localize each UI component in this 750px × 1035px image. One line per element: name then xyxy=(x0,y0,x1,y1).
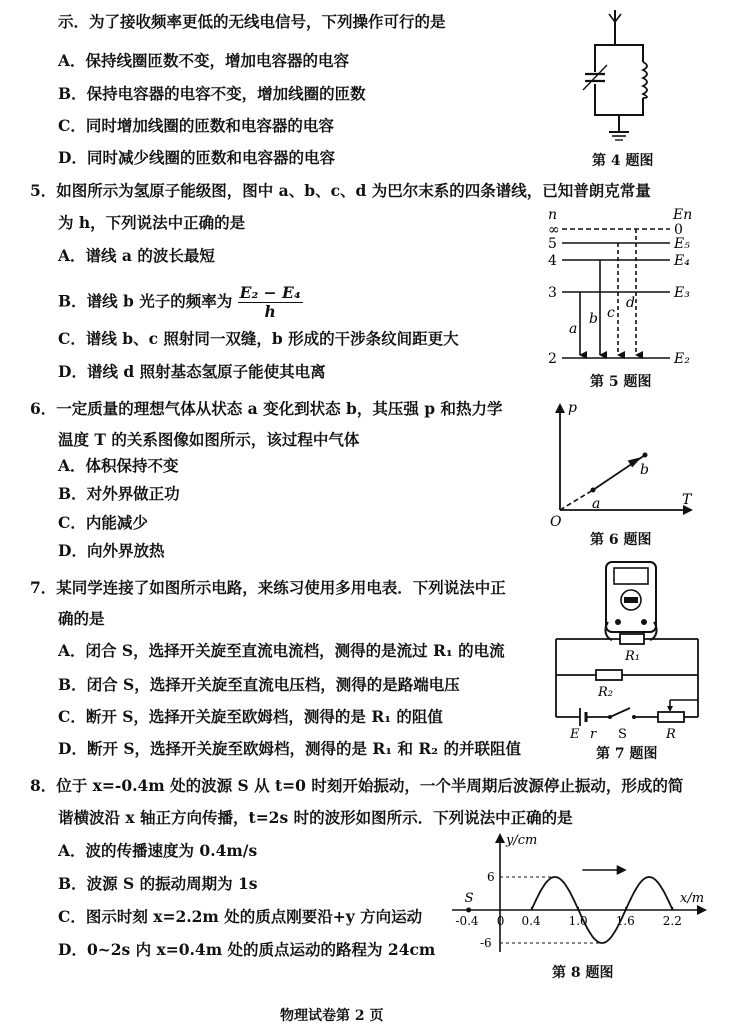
level-3-E: E₃ xyxy=(674,285,690,301)
state-a-point xyxy=(591,488,596,493)
state-b-point xyxy=(643,453,648,458)
q7-option-d: D．断开 S，选择开关旋至欧姆档，测得的是 R₁ 和 R₂ 的并联阻值 xyxy=(58,739,521,758)
q6-option-b: B．对外界做正功 xyxy=(58,484,180,503)
source-S-point xyxy=(466,908,471,913)
q5-option-b-fraction xyxy=(238,284,303,321)
S-label: S xyxy=(618,727,627,742)
q5-option-b-text: B．谱线 b 光子的频率为 xyxy=(58,291,233,311)
q5-caption: 第 5 题图 xyxy=(590,374,652,390)
E-axis-label: En xyxy=(673,207,693,223)
r-label: r xyxy=(590,727,597,742)
x-tick-label: 1.6 xyxy=(615,914,635,928)
q7-option-c: C．断开 S，选择开关旋至欧姆档，测得的是 R₁ 的阻值 xyxy=(58,707,443,726)
q6-option-a: A．体积保持不变 xyxy=(58,456,179,475)
n-axis-label: n xyxy=(548,207,558,223)
resistor-R2-icon xyxy=(596,670,622,680)
q4-option-d: D．同时减少线圈的匝数和电容器的电容 xyxy=(58,148,335,167)
y-axis-label: y/cm xyxy=(506,833,538,848)
y-tick-label: -6 xyxy=(480,936,492,950)
q7-option-b: B．闭合 S，选择开关旋至直流电压档，测得的是路端电压 xyxy=(58,675,460,694)
x-tick-label: 0.4 xyxy=(521,914,541,928)
x-tick-label: 1.0 xyxy=(568,914,588,928)
state-a-label: a xyxy=(592,496,601,512)
resistor-R1-icon xyxy=(620,634,644,644)
q5-option-a: A．谱线 a 的波长最短 xyxy=(58,246,215,265)
label-c: c xyxy=(607,305,615,321)
q6-pT-graph xyxy=(548,400,698,530)
level-2-E: E₂ xyxy=(674,351,690,367)
q7-stem-line1: 7．某同学连接了如图所示电路，来练习使用多用电表．下列说法中正 xyxy=(30,578,506,597)
q4-lc-circuit-figure xyxy=(575,10,675,150)
x-tick-label: -0.4 xyxy=(455,914,479,928)
switch-S-icon xyxy=(610,708,630,717)
rheostat-R-icon xyxy=(658,712,684,722)
R-label: R xyxy=(666,727,676,742)
extrapolation-dashed-line xyxy=(560,490,593,510)
fraction-denominator: h xyxy=(264,302,276,321)
R2-label: R₂ xyxy=(598,685,613,700)
x-tick-label: 0 xyxy=(496,914,505,928)
q5-option-d: D．谱线 d 照射基态氢原子能使其电离 xyxy=(58,362,326,381)
q8-wave-chart xyxy=(452,830,712,955)
q4-stem-tail: 示．为了接收频率更低的无线电信号，下列操作可行的是 xyxy=(58,12,446,31)
q4-option-c: C．同时增加线圈的匝数和电容器的电容 xyxy=(58,116,334,135)
q4-caption: 第 4 题图 xyxy=(592,153,654,169)
q5-stem-line1: 5．如图所示为氢原子能级图，图中 a、b、c、d 为巴尔末系的四条谱线，已知普朗克常量 xyxy=(30,181,651,200)
source-S-label: S xyxy=(464,891,474,906)
state-b-label: b xyxy=(640,462,649,478)
q5-energy-level-diagram xyxy=(540,205,700,370)
T-axis-label: T xyxy=(682,492,692,508)
R1-label: R₁ xyxy=(625,649,640,664)
q6-stem-line2: 温度 T 的关系图像如图所示，该过程中气体 xyxy=(58,430,360,449)
q6-option-c: C．内能减少 xyxy=(58,513,148,532)
q5-stem-line2: 为 h，下列说法中正确的是 xyxy=(58,213,246,232)
q8-option-a: A．波的传播速度为 0.4m/s xyxy=(58,841,258,860)
level-4-n: 4 xyxy=(548,253,557,269)
x-axis-label: x/m xyxy=(680,891,705,906)
q6-stem-line1: 6．一定质量的理想气体从状态 a 变化到状态 b，其压强 p 和热力学 xyxy=(30,399,503,418)
q5-option-c: C．谱线 b、c 照射同一双缝，b 形成的干涉条纹间距更大 xyxy=(58,329,459,348)
q8-stem-line2: 谐横波沿 x 轴正方向传播，t=2s 时的波形如图所示．下列说法中正确的是 xyxy=(58,808,573,827)
q4-option-a: A．保持线圈匝数不变，增加电容器的电容 xyxy=(58,51,350,70)
q8-caption: 第 8 题图 xyxy=(552,965,614,981)
multimeter-display xyxy=(614,568,648,584)
q7-stem-line2: 确的是 xyxy=(58,609,105,628)
page-footer: 物理试卷第 2 页 xyxy=(280,1008,384,1024)
fraction-numerator: E₂ − E₄ xyxy=(239,283,301,302)
y-tick-label: 6 xyxy=(487,870,495,884)
level-3-n: 3 xyxy=(548,285,557,301)
level-5-n: 5 xyxy=(548,236,557,252)
q7-caption: 第 7 题图 xyxy=(596,746,658,762)
level-5-E: E₅ xyxy=(674,236,690,252)
q7-option-a: A．闭合 S，选择开关旋至直流电流档，测得的是流过 R₁ 的电流 xyxy=(58,641,505,660)
q7-circuit-diagram xyxy=(548,560,708,745)
label-b: b xyxy=(589,311,598,327)
label-d: d xyxy=(626,295,635,311)
p-axis-label: p xyxy=(568,400,577,416)
level-2-n: 2 xyxy=(548,351,557,367)
level-4-E: E₄ xyxy=(674,253,690,269)
E-label: E xyxy=(570,727,580,742)
x-tick-label: 2.2 xyxy=(662,914,682,928)
q6-option-d: D．向外界放热 xyxy=(58,541,165,560)
q8-option-d: D．0~2s 内 x=0.4m 处的质点运动的路程为 24cm xyxy=(58,940,436,959)
q8-option-c: C．图示时刻 x=2.2m 处的质点刚要沿+y 方向运动 xyxy=(58,907,423,926)
q4-option-b: B．保持电容器的电容不变，增加线圈的匝数 xyxy=(58,84,366,103)
q8-stem-line1: 8．位于 x=-0.4m 处的波源 S 从 t=0 时刻开始振动，一个半周期后波源停止振动，形成的简 xyxy=(30,776,684,795)
origin-label: O xyxy=(550,514,562,530)
q5-option-b xyxy=(58,284,303,321)
level-infinity-E: 0 xyxy=(674,222,683,238)
q8-option-b: B．波源 S 的振动周期为 1s xyxy=(58,874,258,893)
q6-caption: 第 6 题图 xyxy=(590,532,652,548)
level-infinity-n: ∞ xyxy=(548,222,560,238)
label-a: a xyxy=(569,321,578,337)
